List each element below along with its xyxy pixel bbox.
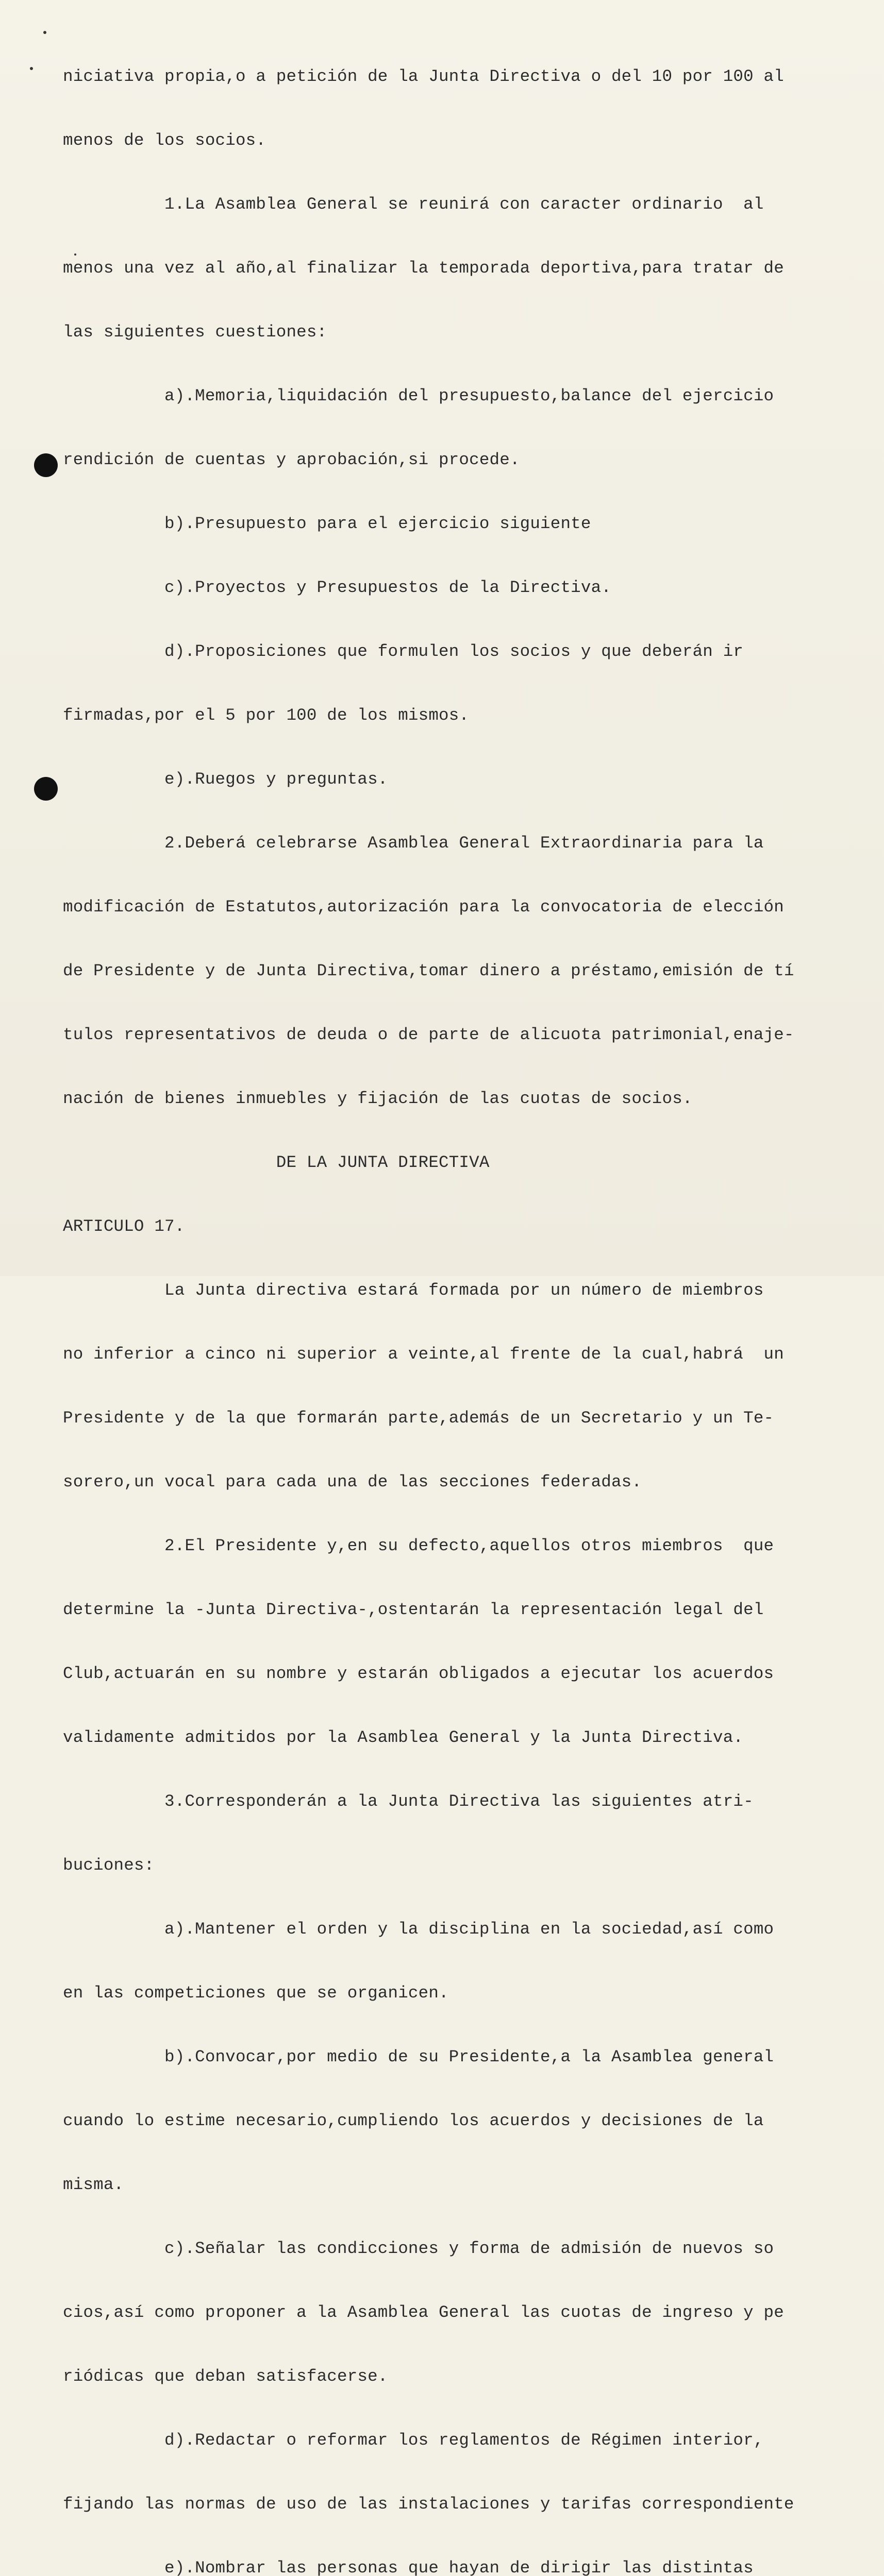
text-line: 2.El Presidente y,en su defecto,aquellos otros miembros que xyxy=(63,1536,774,1555)
text-line: niciativa propia,o a petición de la Junta Directiva o del 10 por 100 al xyxy=(63,67,784,86)
text-line: c).Proyectos y Presupuestos de la Directiva. xyxy=(63,578,611,597)
text-line: b).Convocar,por medio de su Presidente,a la Asamblea general xyxy=(63,2047,774,2066)
text-line: menos de los socios. xyxy=(63,131,266,150)
text-line: sorero,un vocal para cada una de las secciones federadas. xyxy=(63,1472,642,1492)
text-line: firmadas,por el 5 por 100 de los mismos. xyxy=(63,706,470,725)
text-line: cios,así como proponer a la Asamblea General las cuotas de ingreso y pe xyxy=(63,2303,784,2322)
text-line: fijando las normas de uso de las instalaciones y tarifas correspondiente xyxy=(63,2495,794,2514)
text-line: modificación de Estatutos,autorización para la convocatoria de elección xyxy=(63,897,784,917)
text-line: 3.Corresponderán a la Junta Directiva las siguientes atri- xyxy=(63,1792,754,1811)
text-line: las siguientes cuestiones: xyxy=(63,323,327,342)
text-line: tulos representativos de deuda o de parte de alicuota patrimonial,enaje- xyxy=(63,1025,794,1044)
text-line: riódicas que deban satisfacerse. xyxy=(63,2367,388,2386)
text-line: a).Memoria,liquidación del presupuesto,balance del ejercicio xyxy=(63,386,774,405)
text-line: menos una vez al año,al finalizar la temporada deportiva,para tratar de xyxy=(63,259,784,278)
section-heading: DE LA JUNTA DIRECTIVA xyxy=(63,1153,490,1172)
text-line: c).Señalar las condicciones y forma de admisión de nuevos so xyxy=(63,2239,774,2258)
text-line: d).Proposiciones que formulen los socios y que deberán ir xyxy=(63,642,744,661)
text-line: 1.La Asamblea General se reunirá con caracter ordinario al xyxy=(63,195,764,214)
text-line: buciones: xyxy=(63,1856,155,1875)
text-line: determine la -Junta Directiva-,ostentarán la representación legal del xyxy=(63,1600,764,1619)
text-line: La Junta directiva estará formada por un número de miembros xyxy=(63,1281,764,1300)
text-line: a).Mantener el orden y la disciplina en la sociedad,así como xyxy=(63,1920,774,1939)
article-heading: ARTICULO 17. xyxy=(63,1217,185,1236)
text-line: Presidente y de la que formarán parte,además de un Secretario y un Te- xyxy=(63,1409,774,1428)
punch-hole-upper xyxy=(34,453,58,477)
ink-speck xyxy=(43,31,46,34)
text-line: b).Presupuesto para el ejercicio siguiente xyxy=(63,514,591,533)
text-line: en las competiciones que se organicen. xyxy=(63,1984,449,2003)
text-line: cuando lo estime necesario,cumpliendo los acuerdos y decisiones de la xyxy=(63,2111,764,2130)
text-line: Club,actuarán en su nombre y estarán obligados a ejecutar los acuerdos xyxy=(63,1664,774,1683)
text-line: d).Redactar o reformar los reglamentos de Régimen interior, xyxy=(63,2431,764,2450)
ink-speck xyxy=(30,67,33,70)
text-line: de Presidente y de Junta Directiva,tomar dinero a préstamo,emisión de tí xyxy=(63,961,794,980)
text-line: rendición de cuentas y aprobación,si procede. xyxy=(63,450,520,469)
text-line: e).Ruegos y preguntas. xyxy=(63,770,388,789)
text-line: nación de bienes inmuebles y fijación de las cuotas de socios. xyxy=(63,1089,693,1108)
text-line: validamente admitidos por la Asamblea General y la Junta Directiva. xyxy=(63,1728,744,1747)
text-line: misma. xyxy=(63,2175,124,2194)
typewritten-text xyxy=(63,26,826,2576)
text-line: no inferior a cinco ni superior a veinte,al frente de la cual,habrá un xyxy=(63,1345,784,1364)
text-line: 2.Deberá celebrarse Asamblea General Extraordinaria para la xyxy=(63,834,764,853)
text-line: e).Nombrar las personas que hayan de dirigir las distintas xyxy=(63,2558,754,2576)
punch-hole-lower xyxy=(34,777,58,801)
